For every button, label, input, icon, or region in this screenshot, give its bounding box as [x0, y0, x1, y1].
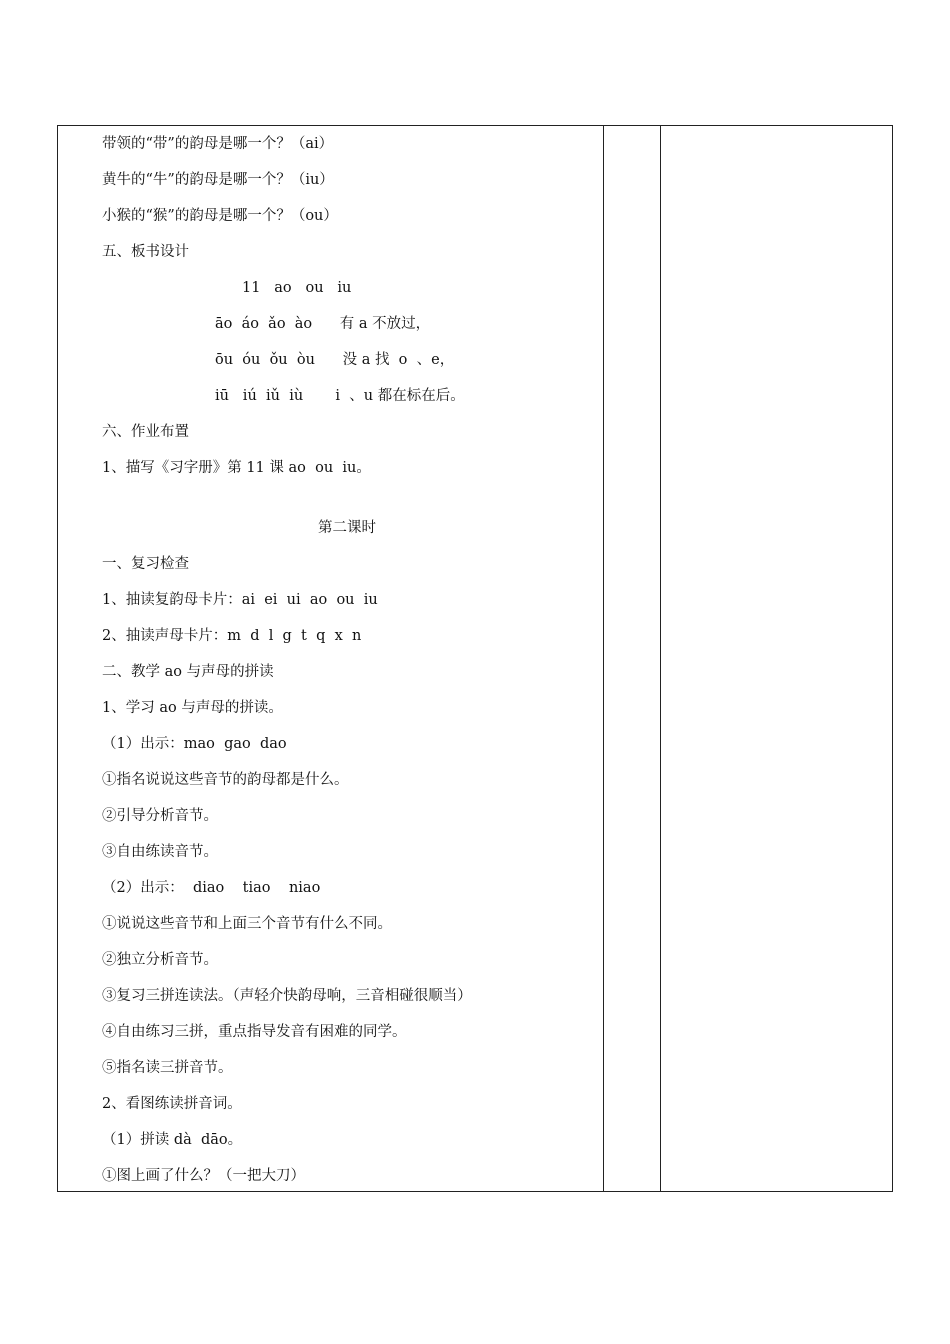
section-heading: 五、板书设计 [102, 244, 189, 260]
text-line: 1、描写《习字册》第 11 课 ao ou iu。 [102, 460, 371, 476]
board-row: āo áo ǎo ào 有 a 不放过， [215, 316, 431, 332]
section-heading: 六、作业布置 [102, 424, 189, 440]
spacer [102, 486, 592, 510]
board-row: iū iú iǔ iù i 、u 都在标在后。 [215, 388, 465, 404]
column-divider-1 [603, 126, 604, 1191]
text-line: ③复习三拼连读法。（声轻介快韵母响，三音相碰很顺当） [102, 988, 472, 1004]
text-line: 1、学习 ao 与声母的拼读。 [102, 700, 283, 716]
text-line: ⑤指名读三拼音节。 [102, 1060, 233, 1076]
lesson-title: 第二课时 [318, 520, 376, 536]
text-line: （1）出示：mao gao dao [102, 736, 287, 752]
text-line: ③自由练读音节。 [102, 844, 218, 860]
text-line: 黄牛的“牛”的韵母是哪一个？（iu） [102, 172, 334, 188]
text-line: 带领的“带”的韵母是哪一个？（ai） [102, 136, 334, 152]
section-heading: 二、教学 ao 与声母的拼读 [102, 664, 274, 680]
board-title: 11 ao ou iu [242, 280, 352, 296]
text-line: 2、看图练读拼音词。 [102, 1096, 242, 1112]
text-line: ①指名说说这些音节的韵母都是什么。 [102, 772, 349, 788]
board-row: ōu óu ǒu òu 没 a 找 o 、e， [215, 352, 455, 368]
column-divider-2 [660, 126, 661, 1191]
lesson-plan-table [57, 125, 893, 1192]
text-line: 1、抽读复韵母卡片：ai ei ui ao ou iu [102, 592, 378, 608]
lesson-content [102, 126, 592, 1194]
text-line: ②独立分析音节。 [102, 952, 218, 968]
text-line: 2、抽读声母卡片：m d l g t q x n [102, 628, 362, 644]
section-heading: 一、复习检查 [102, 556, 189, 572]
text-line: （1）拼读 dà dāo。 [102, 1132, 243, 1148]
text-line: ④自由练习三拼，重点指导发音有困难的同学。 [102, 1024, 407, 1040]
text-line: ①说说这些音节和上面三个音节有什么不同。 [102, 916, 392, 932]
text-line: 小猴的“猴”的韵母是哪一个？（ou） [102, 208, 338, 224]
text-line: ①图上画了什么？（一把大刀） [102, 1168, 305, 1184]
text-line: （2）出示： diao tiao niao [102, 880, 321, 896]
text-line: ②引导分析音节。 [102, 808, 218, 824]
